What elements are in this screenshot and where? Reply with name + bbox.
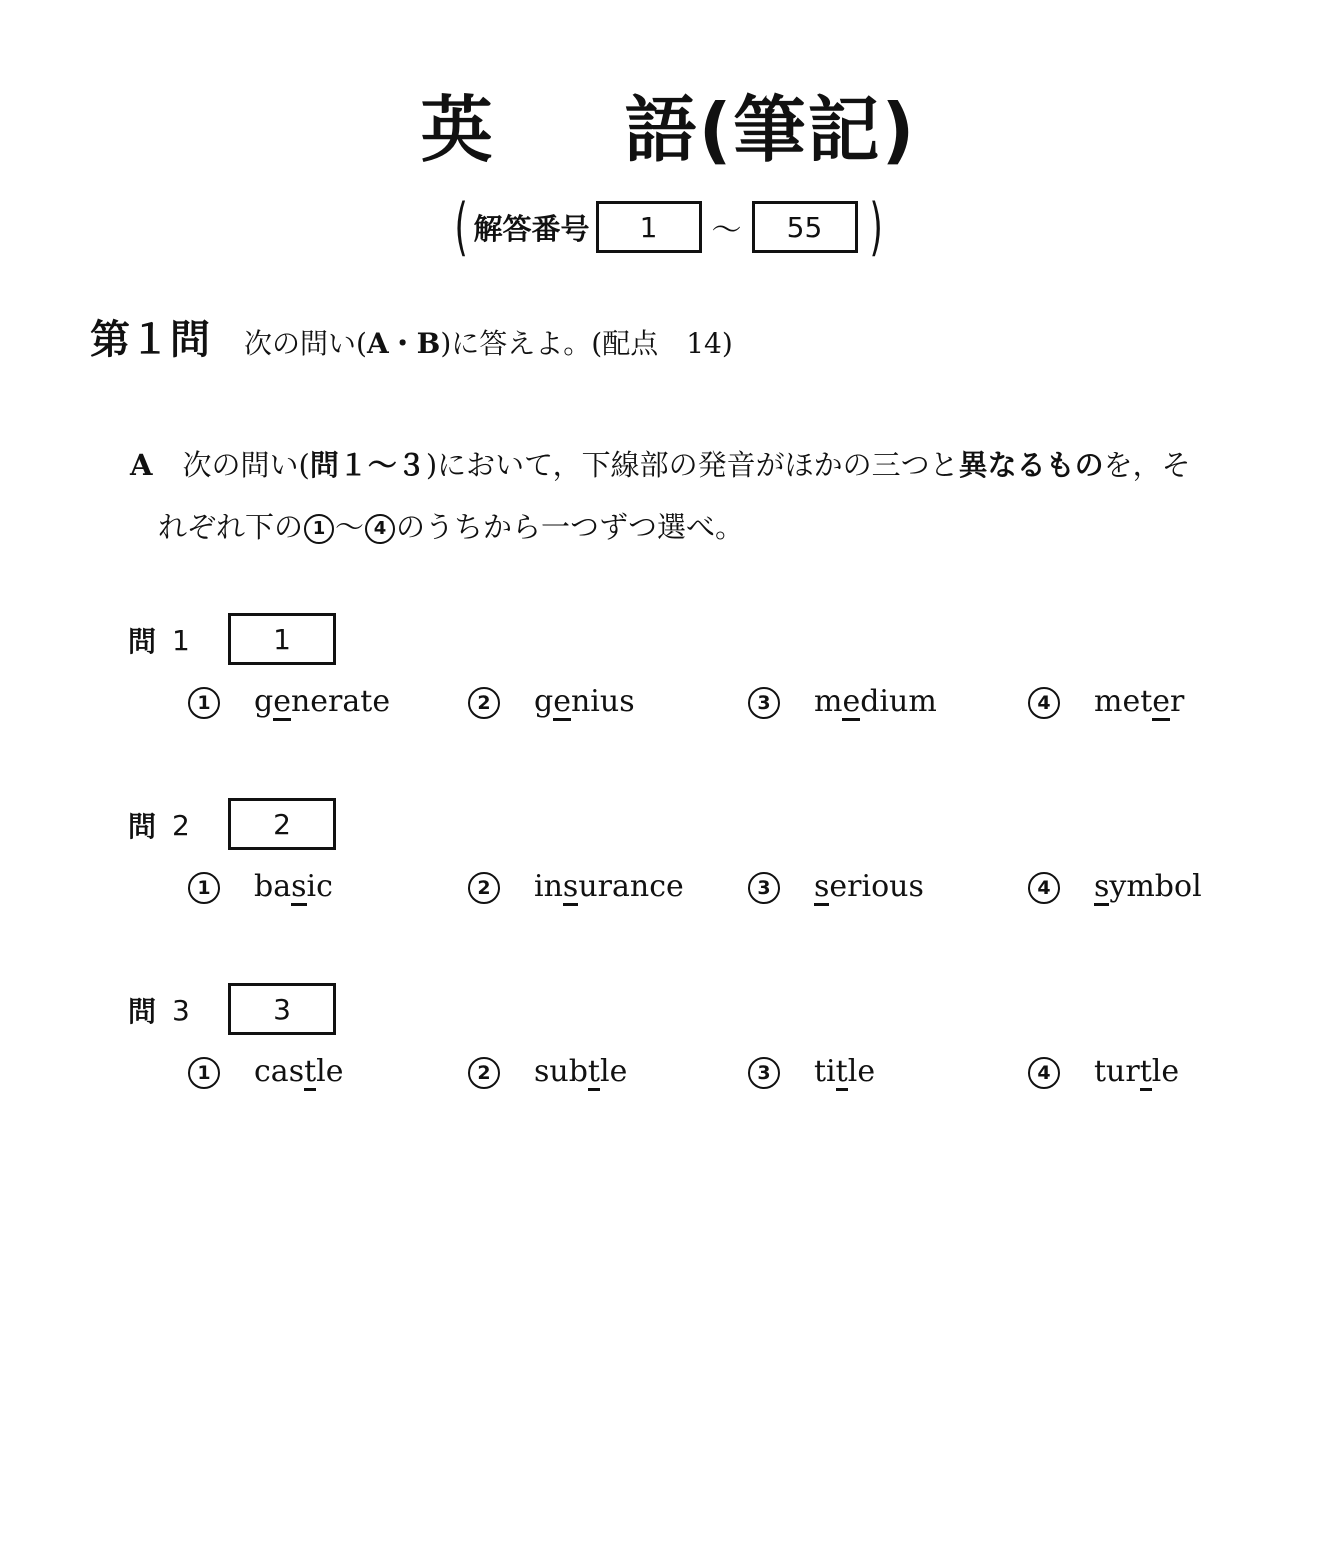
option-number-circle: 1 xyxy=(188,687,220,719)
underlined-letter: e xyxy=(553,684,571,719)
option-word xyxy=(534,684,635,721)
underlined-letter: e xyxy=(842,684,861,719)
section-text-5: のうちから一つずつ選べ。 xyxy=(396,510,745,544)
question1-number: 第１問 xyxy=(90,317,210,363)
word-pre: ti xyxy=(814,1054,836,1089)
item-label xyxy=(128,620,190,660)
word-pre: in xyxy=(534,869,563,904)
section-bold-1: 問１～３ xyxy=(309,448,426,482)
section-tilde: ～ xyxy=(335,510,365,544)
range-end-box: 55 xyxy=(752,201,858,253)
item-label-text: 問 xyxy=(128,625,157,658)
word-post: le xyxy=(316,1054,344,1089)
underlined-letter: s xyxy=(814,869,830,904)
option[interactable] xyxy=(748,684,937,721)
section-bold-2: 異なるもの xyxy=(958,448,1104,482)
section-text-3: を，そ xyxy=(1103,448,1191,482)
section-text-1: 次の問い( xyxy=(182,448,310,482)
section-letter: A xyxy=(130,448,153,482)
word-post: dium xyxy=(860,684,937,719)
word-post: ic xyxy=(306,869,333,904)
underlined-letter: t xyxy=(304,1054,317,1089)
word-pre: m xyxy=(814,684,843,719)
underlined-letter: t xyxy=(1139,1054,1152,1089)
section-a-instructions xyxy=(130,434,1290,558)
option-word xyxy=(1094,1054,1179,1091)
option-word xyxy=(1094,869,1202,906)
option-number-circle: 1 xyxy=(188,1057,220,1089)
option-number-circle: 2 xyxy=(468,1057,500,1089)
word-pre: g xyxy=(534,684,554,719)
circled-number-a: 1 xyxy=(304,514,334,544)
section-line-2 xyxy=(130,496,1290,558)
title-part2: 語(筆記) xyxy=(624,88,917,172)
word-pre: tur xyxy=(1094,1054,1140,1089)
option-word xyxy=(814,684,937,721)
option[interactable] xyxy=(188,1054,344,1091)
option-number-circle: 2 xyxy=(468,687,500,719)
underlined-letter: t xyxy=(587,1054,600,1089)
option[interactable] xyxy=(1028,684,1184,721)
answer-number-range xyxy=(0,190,1337,263)
word-pre: sub xyxy=(534,1054,588,1089)
word-post: erious xyxy=(829,869,924,904)
instruction-post: )に答えよ。(配点 14) xyxy=(440,327,733,360)
word-post: nius xyxy=(570,684,635,719)
option[interactable] xyxy=(188,869,333,906)
section-text-2: )において，下線部の発音がほかの三つと xyxy=(425,448,959,482)
range-start-box: 1 xyxy=(596,201,702,253)
item-number: 3 xyxy=(172,993,190,1027)
exam-title xyxy=(0,72,1337,176)
item-label-text: 問 xyxy=(128,810,157,843)
range-tilde: ～ xyxy=(711,213,742,248)
option-word xyxy=(1094,684,1184,721)
option-number-circle: 3 xyxy=(748,872,780,904)
option-number-circle: 4 xyxy=(1028,687,1060,719)
open-paren: ( xyxy=(454,190,469,263)
close-paren: ) xyxy=(868,190,883,263)
option-number-circle: 2 xyxy=(468,872,500,904)
option-word xyxy=(534,869,684,906)
option-word xyxy=(254,1054,344,1091)
circled-number-b: 4 xyxy=(365,514,395,544)
item-number: 2 xyxy=(172,808,190,842)
word-post: le xyxy=(599,1054,628,1089)
option[interactable] xyxy=(468,684,635,721)
instruction-bold: A・B xyxy=(366,327,441,360)
word-post: le xyxy=(1151,1054,1180,1089)
option-word xyxy=(814,869,924,906)
answer-number-label: 解答番号 xyxy=(473,211,590,246)
item-number: 1 xyxy=(172,623,190,657)
word-pre: g xyxy=(254,684,274,719)
option[interactable] xyxy=(188,684,390,721)
instruction-pre: 次の問い( xyxy=(244,327,367,360)
option[interactable] xyxy=(468,869,684,906)
option[interactable] xyxy=(1028,869,1202,906)
underlined-letter: s xyxy=(291,869,307,904)
word-post: le xyxy=(847,1054,876,1089)
underlined-letter: s xyxy=(562,869,579,904)
option-word xyxy=(534,1054,627,1091)
option[interactable] xyxy=(1028,1054,1179,1091)
option-number-circle: 3 xyxy=(748,1057,780,1089)
underlined-letter: s xyxy=(1094,869,1110,904)
item-label xyxy=(128,805,190,845)
word-post: r xyxy=(1170,684,1185,719)
word-pre: cas xyxy=(254,1054,305,1089)
word-post: nerate xyxy=(290,684,391,719)
section-text-4: れぞれ下の xyxy=(158,510,304,544)
word-post: ymbol xyxy=(1109,869,1202,904)
answer-box[interactable]: 1 xyxy=(228,613,336,665)
item-label xyxy=(128,990,190,1030)
option-word xyxy=(814,1054,875,1091)
option-number-circle: 4 xyxy=(1028,1057,1060,1089)
option-number-circle: 4 xyxy=(1028,872,1060,904)
option-number-circle: 3 xyxy=(748,687,780,719)
option-number-circle: 1 xyxy=(188,872,220,904)
option[interactable] xyxy=(748,1054,875,1091)
option[interactable] xyxy=(748,869,924,906)
underlined-letter: e xyxy=(1152,684,1171,719)
underlined-letter: e xyxy=(273,684,291,719)
option[interactable] xyxy=(468,1054,627,1091)
option-word xyxy=(254,869,333,906)
word-pre: met xyxy=(1094,684,1153,719)
answer-box[interactable]: 3 xyxy=(228,983,336,1035)
word-pre: ba xyxy=(254,869,292,904)
underlined-letter: t xyxy=(835,1054,848,1089)
item-label-text: 問 xyxy=(128,995,157,1028)
word-post: urance xyxy=(578,869,684,904)
title-part1: 英 xyxy=(420,88,495,172)
answer-box[interactable]: 2 xyxy=(228,798,336,850)
question1-heading xyxy=(90,308,733,365)
option-word xyxy=(254,684,390,721)
question1-instruction xyxy=(244,322,733,362)
